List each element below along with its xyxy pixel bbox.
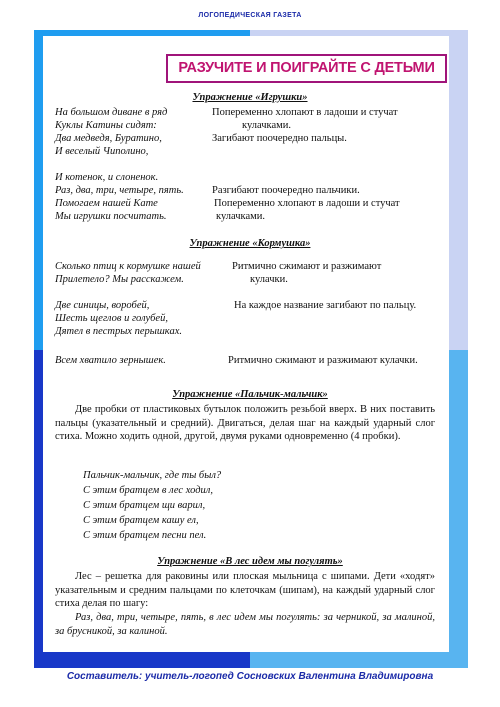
exercise-1-title: Упражнение «Игрушки» xyxy=(192,92,308,103)
ex1-left-line: Раз, два, три, четыре, пять. xyxy=(55,185,184,196)
main-title: РАЗУЧИТЕ И ПОИГРАЙТЕ С ДЕТЬМИ xyxy=(178,60,435,76)
exercise-4-description: Лес – решетка для раковины или плоская мыльница с шипами. Дети «ходят» указательным и средним пальцами по клеточкам (шипам), на каждый ударный слог стиха делая по шагу: xyxy=(55,571,435,610)
ex1-right-line: Попеременно хлопают в ладоши и стучат xyxy=(214,198,400,209)
ex2-left-line: Всем хватило зернышек. xyxy=(55,355,166,366)
ex1-left-line: На большом диване в ряд xyxy=(55,107,168,118)
ex3-poem-line: Пальчик-мальчик, где ты был? xyxy=(83,470,222,481)
ex1-left-line: Два медведя, Буратино, xyxy=(55,133,162,144)
ex2-left-line: Дятел в пестрых перышках. xyxy=(55,326,182,337)
ex2-left-line: Шесть щеглов и голубей, xyxy=(55,313,168,324)
exercise-4-title: Упражнение «В лес идем мы погулять» xyxy=(157,556,343,567)
ex1-right-line: Разгибают поочередно пальчики. xyxy=(212,185,360,196)
ex1-right-line: Попеременно хлопают в ладоши и стучат xyxy=(212,107,398,118)
ex1-left-line: Мы игрушки посчитать. xyxy=(55,211,167,222)
exercise-2-title: Упражнение «Кормушка» xyxy=(189,238,311,249)
ex3-poem-line: С этим братцем кашу ел, xyxy=(83,515,199,526)
ex2-left-line: Прилетело? Мы расскажем. xyxy=(55,274,184,285)
ex1-right-line: кулачками. xyxy=(242,120,291,131)
ex1-left-line: Куклы Катины сидят: xyxy=(55,120,157,131)
ex2-left-line: Сколько птиц к кормушке нашей xyxy=(55,261,201,272)
newspaper-header: ЛОГОПЕДИЧЕСКАЯ ГАЗЕТА xyxy=(198,12,302,19)
ex2-right-line: кулачки. xyxy=(250,274,288,285)
ex1-right-line: Загибают поочередно пальцы. xyxy=(212,133,347,144)
ex2-right-line: Ритмично сжимают и разжимают кулачки. xyxy=(228,355,418,366)
ex2-right-line: На каждое название загибают по пальцу. xyxy=(234,300,417,311)
ex1-right-line: кулачками. xyxy=(216,211,265,222)
ex1-left-line: И веселый Чиполино, xyxy=(55,146,149,157)
main-title-box xyxy=(166,54,447,83)
ex2-left-line: Две синицы, воробей, xyxy=(55,300,150,311)
exercise-4-verse: Раз, два, три, четыре, пять, в лес идем мы погулять: за черникой, за малиной, за брусникой, за калиной. xyxy=(55,612,435,637)
exercise-3-title: Упражнение «Пальчик-мальчик» xyxy=(172,389,328,400)
ex1-left-line: И котенок, и слоненок. xyxy=(55,172,159,183)
author-footer: Составитель: учитель-логопед Сосновских Валентина Владимировна xyxy=(66,671,434,682)
exercise-3-description: Две пробки от пластиковых бутылок положить резьбой вверх. В них поставить пальцы (указательный и средний). Двигаться, делая шаг на каждый ударный слог стиха. Можно ходить одной, другой, двумя руками одновременно (4 пробки). xyxy=(55,404,435,443)
ex3-poem-line: С этим братцем песни пел. xyxy=(83,530,207,541)
ex2-right-line: Ритмично сжимают и разжимают xyxy=(232,261,382,272)
ex3-poem-line: С этим братцем в лес ходил, xyxy=(83,485,213,496)
ex3-poem-line: С этим братцем щи варил, xyxy=(83,500,206,511)
ex1-left-line: Помогаем нашей Кате xyxy=(55,198,158,209)
